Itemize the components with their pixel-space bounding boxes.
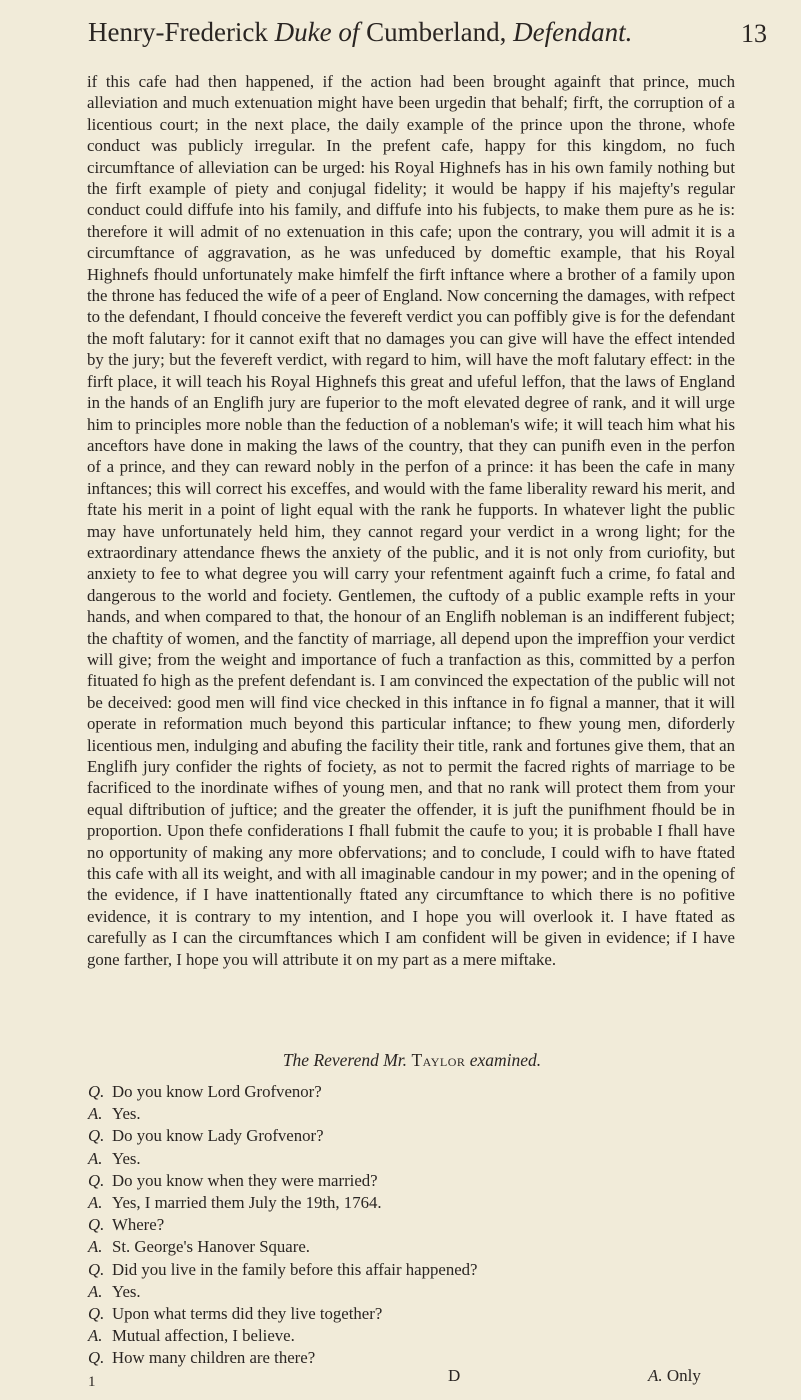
qa-line: [88, 1214, 736, 1236]
speaker-label: Q.: [88, 1170, 105, 1190]
speaker-label: A.: [88, 1193, 103, 1213]
catchword-speaker: A.: [648, 1366, 663, 1385]
page-footer: [88, 1368, 736, 1392]
qa-text: Yes.: [112, 1148, 141, 1168]
qa-line: [88, 1125, 736, 1147]
examination-heading: [88, 1049, 736, 1071]
qa-text: Yes.: [112, 1281, 141, 1301]
speaker-label: A.: [88, 1237, 103, 1257]
qa-line: [88, 1347, 736, 1369]
qa-line: [88, 1303, 736, 1325]
qa-line: [88, 1148, 736, 1170]
qa-text: St. George's Hanover Square.: [112, 1237, 310, 1257]
qa-text: Do you know Lord Grofvenor?: [112, 1082, 322, 1101]
qa-text: Do you know when they were married?: [112, 1170, 378, 1190]
qa-line: [88, 1192, 736, 1214]
qa-text: Where?: [112, 1215, 165, 1235]
speaker-label: Q.: [88, 1259, 105, 1279]
page-number: 13: [741, 19, 767, 48]
speaker-label: Q.: [88, 1082, 105, 1101]
qa-text: Mutual affection, I believe.: [112, 1326, 295, 1346]
running-title-italic-2: Defendant.: [513, 17, 633, 47]
catchword-word: Only: [666, 1366, 701, 1385]
qa-text: How many children are there?: [112, 1348, 316, 1368]
qa-line: [88, 1170, 736, 1192]
qa-text: Upon what terms did they live together?: [112, 1304, 383, 1324]
qa-line: [88, 1081, 736, 1103]
qa-text: Yes.: [112, 1104, 141, 1124]
speaker-label: Q.: [88, 1215, 105, 1235]
heading-name: Taylor: [411, 1050, 466, 1070]
speaker-label: Q.: [88, 1348, 105, 1368]
qa-text: Yes, I married them July the 19th, 1764.: [112, 1193, 382, 1213]
running-head: [88, 14, 718, 50]
running-title-start: Henry-Frederick: [88, 17, 275, 47]
signature-number: 1: [88, 1374, 96, 1390]
qa-line: [88, 1281, 736, 1303]
signature-mark: D: [448, 1366, 461, 1385]
qa-line: [88, 1103, 736, 1125]
body-paragraph: if this cafe had then happened, if the action had been brought againft that prince, much alleviation and much extenuation might have been urgedin that behalf; firft, the corruption of a licentious court; in the next place, the daily example of the prince upon the throne, whofe conduct was publicly irregular. In the prefent cafe, happy for this kingdom, no fuch circumftance of alleviation can be urged: his Royal Highnefs has in his own family nothing but the firft example of piety and conjugal fidelity; it would be happy if his majefty's regular conduct could diffufe into his family, and diffufe into his fubjects, to make them pure as he is: therefore it will admit of no extenuation in this cafe; upon the contrary, you will admit it is a circumftance of aggravation, as he was unfeduced by domeftic example, that his Royal Highnefs fhould unfortunately make himfelf the firft inftance where a brother of a family upon the throne has feduced the wife of a peer of England. Now concerning the damages, with refpect to the defendant, I fhould conceive the fevereft verdict you can poffibly give is for the defendant the moft falutary: for it cannot exift that no damages you can give will have the effect intended by the jury; but the fevereft verdict, with regard to him, will have the moft falutary effect: in the firft place, it will teach his Royal Highnefs this great and ufeful leffon, that the laws of England in the hands of an Englifh jury are fuperior to the moft elevated degree of rank, and it will urge him to principles more noble than the feduction of a nobleman's wife; it will teach him what his anceftors have done in making the laws of the country, that they can punifh even in the perfon of a prince, and they can reward nobly in the perfon of a prince: it has been the cafe in many inftances; this will correct his exceffes, and would with the fame liberality reward his merit, and ftate his merit in a point of light equal with the rank he fupports. In whatever light the public may have unfortunately held him, they cannot regard your verdict in a wrong light; for the extraordinary attendance fhews the anxiety of the public, and it is not only from curiofity, but anxiety to fee to what degree you will carry your refentment againft fuch a crime, fo fatal and dangerous to the world and fociety. Gentlemen, the cuftody of a public example refts in your hands, and when compared to that, the honour of an Englifh nobleman is an indifferent fubject; the chaftity of women, and the fanctity of marriage, all depend upon the impreffion your verdict will give; from the weight and importance of fuch a tranfaction as this, committed by a perfon fituated fo high as the prefent defendant is. I am convinced the expectation of the public will not be deceived: good men will find vice checked in this inftance in fo fignal a manner, that it will operate in reformation much beyond this particular inftance; to fhew young men, diforderly licentious men, indulging and abufing the facility their title, rank and fortunes give them, that an Englifh jury confider the rights of fociety, as not to permit the facred rights of marriage to be facrificed to the inordinate wifhes of young men, and that no rank will protect them from your equal diftribution of juftice; and the greater the offender, it is juft the punifhment fhould be in proportion. Upon thefe confiderations I fhall fubmit the caufe to you; it is probable I fhall have no opportunity of making any more obfervations; and to conclude, I could wifh to have ftated this cafe with all its weight, and with all imaginable candour in my power; and in the opening of the evidence, if I have inattentionally ftated any circumftance to which there is no pofitive evidence, it is contrary to my intention, and I hope you will overlook it. I have ftated as carefully as I can the circumftances which I am confident will be given in evidence; if I have gone farther, I hope you will attribute it on my part as a mere miftake.: [87, 72, 735, 969]
speaker-label: Q.: [88, 1304, 105, 1324]
qa-line: [88, 1236, 736, 1258]
speaker-label: A.: [88, 1281, 103, 1301]
examination-dialogue: [88, 1081, 736, 1370]
running-title-mid: Cumberland,: [359, 17, 514, 47]
speaker-label: A.: [88, 1326, 103, 1346]
speaker-label: A.: [88, 1148, 103, 1168]
speaker-label: Q.: [88, 1126, 105, 1146]
heading-prefix: The Reverend Mr.: [282, 1050, 412, 1070]
qa-text: Do you know Lady Grofvenor?: [112, 1126, 324, 1146]
qa-line: [88, 1325, 736, 1347]
qa-line: [88, 1259, 736, 1281]
heading-suffix: examined.: [465, 1050, 542, 1070]
qa-text: Did you live in the family before this affair happened?: [112, 1259, 478, 1279]
body-text: [87, 71, 735, 970]
running-title-italic: Duke of: [274, 17, 360, 47]
speaker-label: A.: [88, 1104, 103, 1124]
catchword: [648, 1366, 701, 1386]
